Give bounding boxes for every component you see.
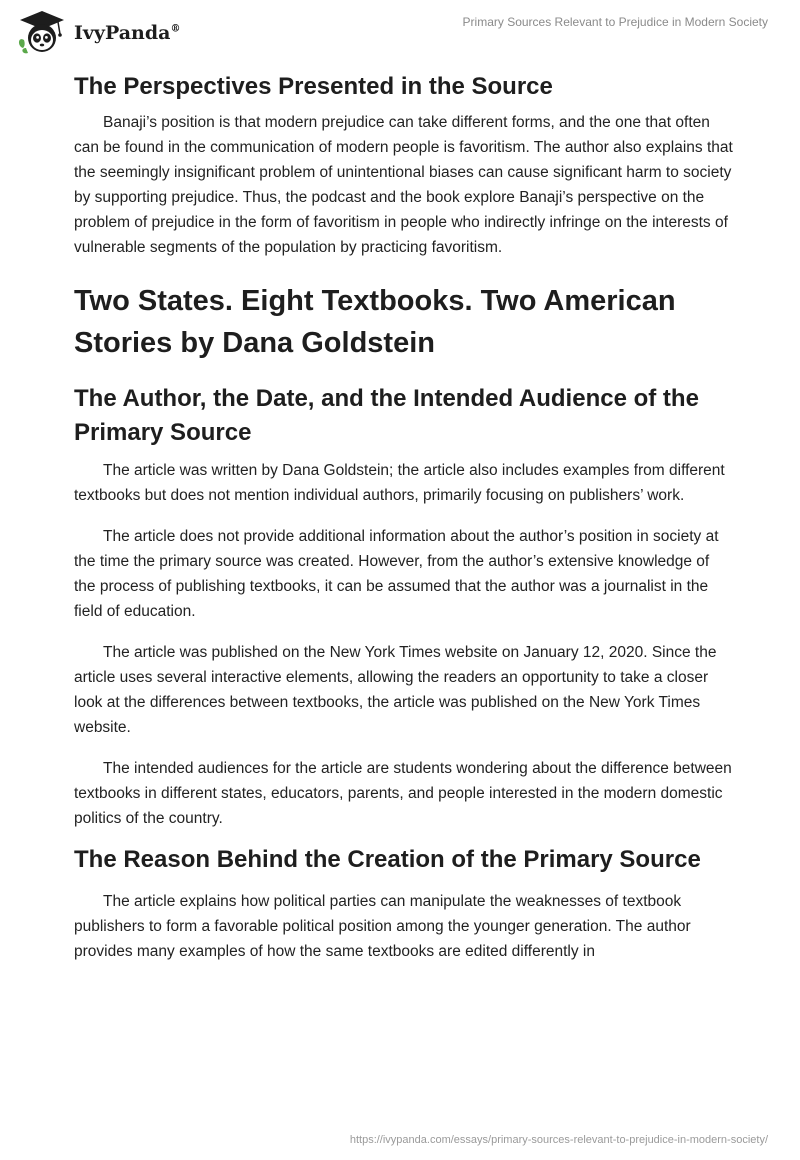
paragraph: Banaji’s position is that modern prejudice can take different forms, and the one that often can be found in the communication of modern people is favoritism. The author also explains that the seemingly insignificant problem of unintentional biases can cause significant harm to society by supporting prejudice. Thus, the podcast and the book explore Banaji’s perspective on the problem of prejudice in the form of favoritism in people who indirectly infringe on the interests of vulnerable segments of the population by practicing favoritism. [74,114,733,256]
section-heading-author-date-audience: The Author, the Date, and the Intended Audience of the Primary Source [74,385,699,446]
section-heading-perspectives: The Perspectives Presented in the Source [74,73,553,100]
panda-graduate-icon [14,8,70,56]
article-body [74,70,734,964]
logo[interactable] [14,8,180,56]
paragraph: The article was published on the New York Times website on January 12, 2020. Since the article uses several interactive elements, allowing the readers an opportunity to take a closer look at the differences between textbooks, the article was published on the New York Times website. [74,644,717,736]
logo-text: IvyPanda® [74,22,181,44]
running-title: Primary Sources Relevant to Prejudice in Modern Society [462,15,768,29]
paragraph: The intended audiences for the article are students wondering about the difference between textbooks in different states, educators, parents, and people interested in the modern domestic politics of the country. [74,760,732,827]
page-header [0,0,800,64]
paragraph: The article was written by Dana Goldstein; the article also includes examples from different textbooks but does not mention individual authors, primarily focusing on publishers’ work. [74,462,725,504]
section-heading-reason: The Reason Behind the Creation of the Primary Source [74,846,701,873]
source-url[interactable]: https://ivypanda.com/essays/primary-sources-relevant-to-prejudice-in-modern-society/ [349,1134,768,1146]
paragraph: The article does not provide additional information about the author’s position in society at the time the primary source was created. However, from the author’s extensive knowledge of the process of publishing textbooks, it can be assumed that the author was a journalist in the field of education. [74,528,719,620]
main-heading: Two States. Eight Textbooks. Two American Stories by Dana Goldstein [74,285,676,359]
paragraph: The article explains how political parties can manipulate the weaknesses of textbook publishers to form a favorable political position among the younger generation. The author provides many examples of how the same textbooks are edited differently in [74,893,691,960]
